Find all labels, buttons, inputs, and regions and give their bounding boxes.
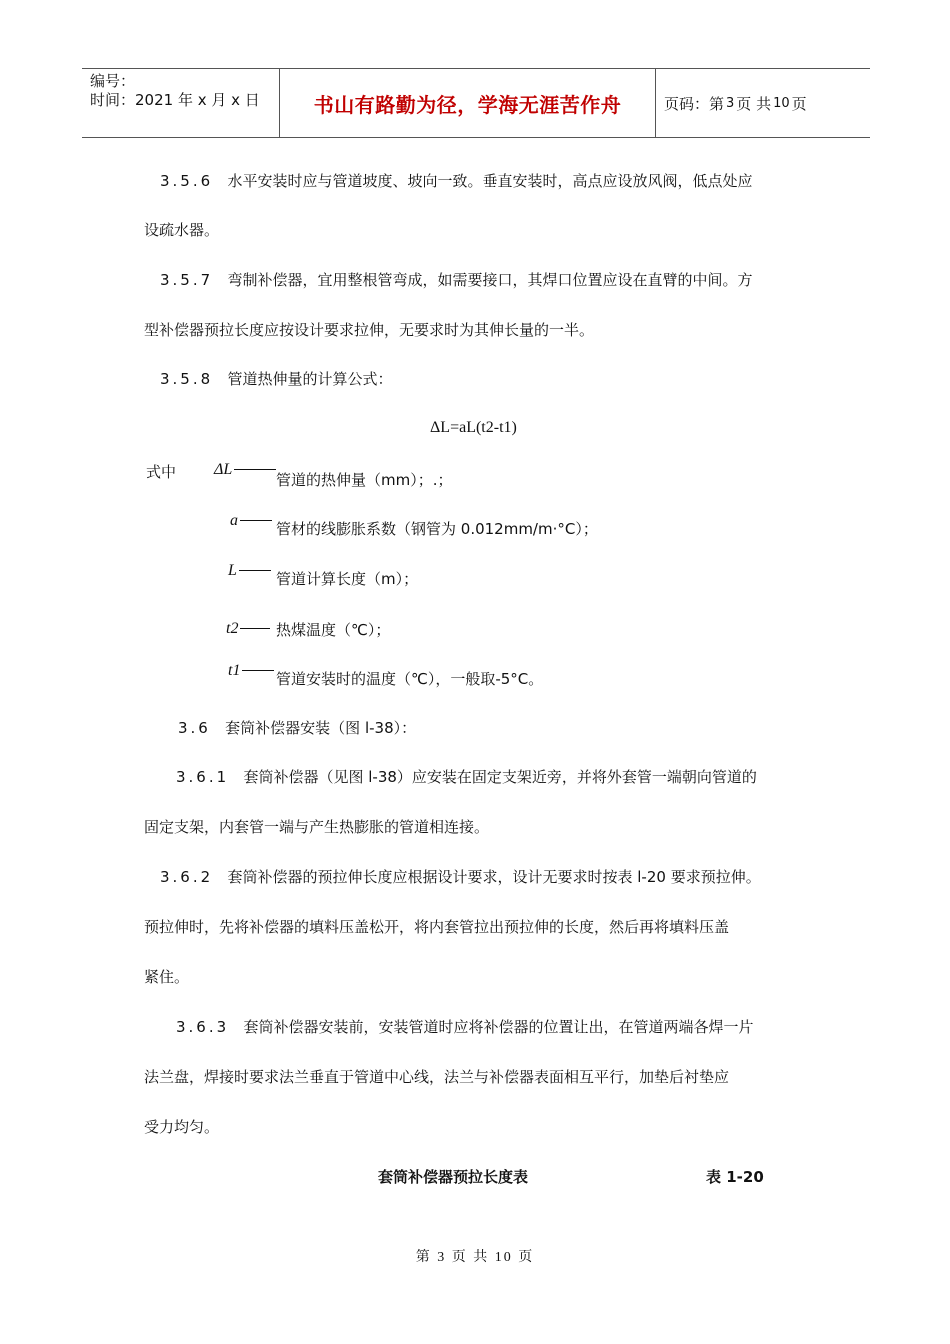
- thermal-expansion-formula: ΔL=aL(t2-t1): [430, 419, 517, 436]
- variable-l-description: 管道计算长度（m）；: [276, 570, 419, 588]
- paragraph-3-5-6-line-2: 设疏水器。: [144, 221, 220, 239]
- page-prefix: 页码：第: [664, 94, 725, 113]
- where-label: 式中: [146, 463, 177, 481]
- section-number: 3.6.2: [160, 868, 214, 886]
- variable-a-description: 管材的线膨胀系数（钢管为 0.012mm/m·°C）；: [276, 520, 598, 538]
- header-motto: 书山有路勤为径，学海无涯苦作舟: [280, 69, 656, 137]
- variable-symbol: t1: [228, 662, 241, 679]
- paragraph-text: 管道热伸量的计算公式：: [227, 370, 393, 388]
- section-number: 3.6: [178, 719, 211, 737]
- variable-t2-description: 热煤温度（℃）；: [276, 621, 391, 639]
- variable-symbol: t2: [226, 620, 239, 637]
- heading-3-6: [178, 718, 416, 738]
- variable-symbol: ΔL: [214, 461, 233, 478]
- leader-line: [242, 670, 274, 671]
- paragraph-text: 套筒补偿器安装（图 l-38）：: [225, 719, 417, 737]
- page-suffix: 页: [791, 94, 807, 113]
- paragraph-3-5-7-line-1: [160, 270, 753, 290]
- paragraph-3-6-1-line-2: 固定支架，内套管一端与产生热膨胀的管道相连接。: [144, 818, 490, 836]
- leader-line: [234, 469, 276, 470]
- paragraph-text: 弯制补偿器，宜用整根管弯成，如需要接口，其焊口位置应设在直臂的中间。方: [227, 271, 753, 289]
- variable-l: [228, 561, 271, 580]
- page-total: 10: [773, 95, 790, 111]
- leader-line: [240, 628, 270, 629]
- table-number: 表 1-20: [706, 1168, 764, 1186]
- paragraph-3-6-2-line-3: 紧住。: [144, 968, 190, 986]
- section-number: 3.5.6: [160, 172, 214, 190]
- variable-delta-l: [214, 460, 276, 479]
- document-number-label: 编号：: [90, 72, 136, 90]
- variable-t1-description: 管道安装时的温度（℃），一般取-5°C。: [276, 670, 544, 688]
- page-header: [82, 68, 870, 138]
- variable-a: [230, 511, 272, 530]
- paragraph-text: 套筒补偿器（见图 l-38）应安装在固定支架近旁，并将外套管一端朝向管道的: [243, 768, 757, 786]
- paragraph-3-6-3-line-3: 受力均匀。: [144, 1118, 220, 1136]
- paragraph-3-6-1-line-1: [176, 767, 757, 787]
- variable-delta-l-description: 管道的热伸量（mm）；.；: [276, 471, 453, 489]
- variable-symbol: a: [230, 512, 238, 529]
- section-number: 3.6.3: [176, 1018, 230, 1036]
- section-number: 3.6.1: [176, 768, 230, 786]
- paragraph-text: 水平安装时应与管道坡度、坡向一致。垂直安装时，高点应设放风阀，低点处应: [227, 172, 753, 190]
- document-date: 时间：2021 年 x 月 x 日: [90, 91, 260, 109]
- paragraph-3-5-6-line-1: [160, 171, 753, 191]
- header-meta: [82, 69, 280, 137]
- paragraph-3-5-8-line-1: [160, 369, 393, 389]
- variable-symbol: L: [228, 562, 237, 579]
- paragraph-text: 套筒补偿器的预拉伸长度应根据设计要求，设计无要求时按表 l-20 要求预拉伸。: [227, 868, 761, 886]
- paragraph-3-6-2-line-1: [160, 867, 761, 887]
- paragraph-3-6-2-line-2: 预拉伸时，先将补偿器的填料压盖松开，将内套管拉出预拉伸的长度，然后再将填料压盖: [144, 918, 730, 936]
- page-current: 3: [726, 95, 735, 111]
- variable-t1: [228, 661, 274, 680]
- leader-line: [240, 520, 272, 521]
- leader-line: [239, 570, 271, 571]
- paragraph-text: 套筒补偿器安装前，安装管道时应将补偿器的位置让出，在管道两端各焊一片: [243, 1018, 754, 1036]
- page-footer: 第 3 页 共 10 页: [415, 1250, 535, 1265]
- variable-t2: [226, 619, 270, 638]
- paragraph-3-6-3-line-1: [176, 1017, 754, 1037]
- section-number: 3.5.8: [160, 370, 214, 388]
- table-title: 套筒补偿器预拉长度表: [378, 1168, 529, 1186]
- paragraph-3-6-3-line-2: 法兰盘，焊接时要求法兰垂直于管道中心线，法兰与补偿器表面相互平行，加垫后衬垫应: [144, 1068, 730, 1086]
- header-page-info: [656, 69, 870, 137]
- page-mid: 页 共: [736, 94, 772, 113]
- section-number: 3.5.7: [160, 271, 214, 289]
- paragraph-3-5-7-line-2: 型补偿器预拉长度应按设计要求拉伸，无要求时为其伸长量的一半。: [144, 321, 595, 339]
